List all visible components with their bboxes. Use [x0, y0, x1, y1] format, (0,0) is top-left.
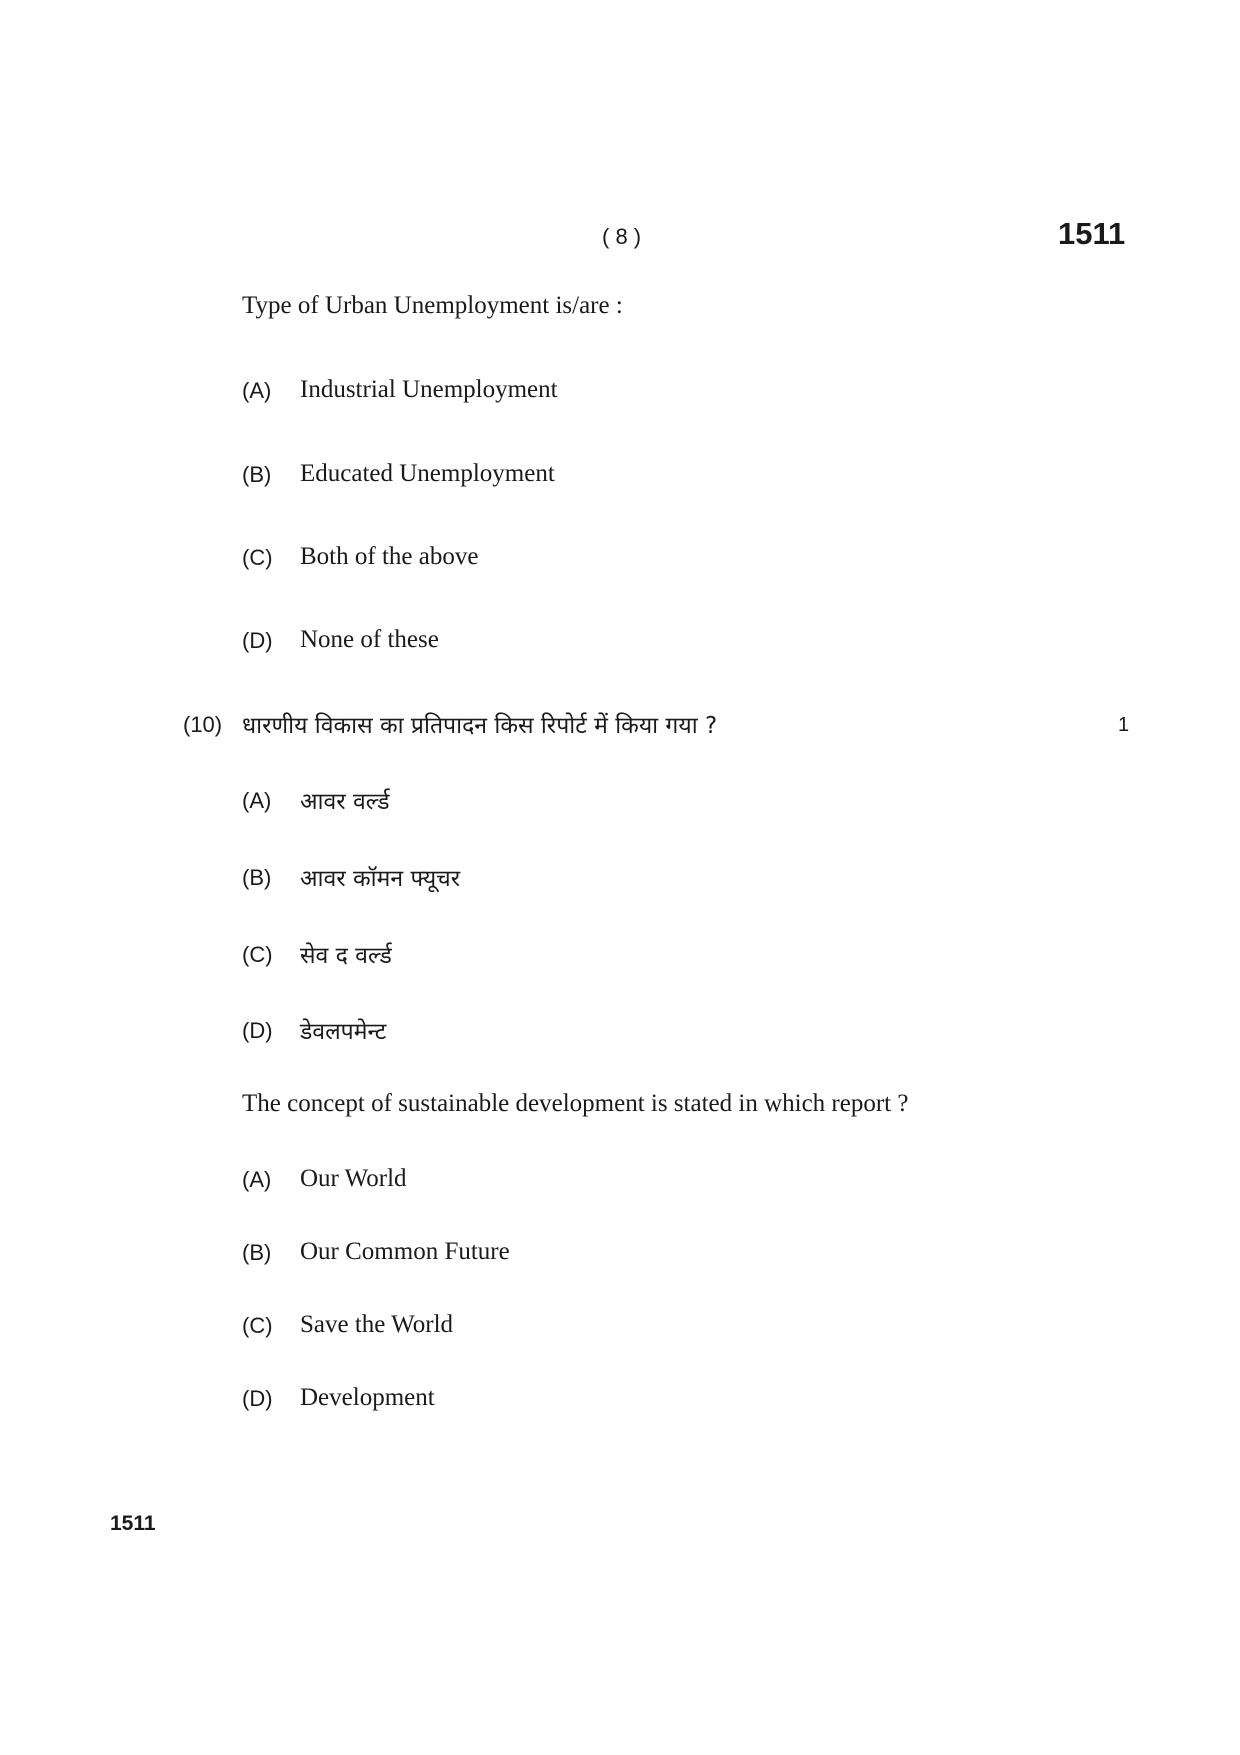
- question-10-text-hi: धारणीय विकास का प्रतिपादन किस रिपोर्ट में किया गया ?: [242, 713, 718, 739]
- option-label: (C): [242, 545, 273, 570]
- option-label: (D): [242, 1018, 273, 1043]
- paper-code-header: 1511: [1058, 216, 1126, 251]
- option-label: (D): [242, 628, 273, 653]
- option-text: Our Common Future: [300, 1238, 510, 1265]
- option-text: Our World: [300, 1165, 407, 1192]
- question-10-marks: 1: [1118, 714, 1130, 736]
- option-label: (B): [242, 865, 272, 890]
- option-label: (A): [242, 788, 272, 813]
- option-text: Save the World: [300, 1311, 454, 1338]
- option-label: (B): [242, 1240, 272, 1265]
- option-text: सेव द वर्ल्ड: [300, 943, 392, 969]
- option-label: (D): [242, 1386, 273, 1411]
- page-number: ( 8 ): [602, 224, 642, 249]
- option-text: डेवलपमेन्ट: [300, 1019, 387, 1045]
- option-label: (A): [242, 378, 272, 403]
- option-text: आवर वर्ल्ड: [300, 789, 390, 815]
- question-10-number: (10): [183, 712, 223, 737]
- option-label: (C): [242, 1313, 273, 1338]
- option-text: Industrial Unemployment: [300, 376, 558, 403]
- option-text: None of these: [300, 626, 439, 653]
- option-label: (A): [242, 1167, 272, 1192]
- question-9-text-en: Type of Urban Unemployment is/are :: [242, 292, 623, 319]
- paper-code-footer: 1511: [110, 1512, 156, 1535]
- option-text: Development: [300, 1384, 435, 1411]
- option-label: (B): [242, 462, 272, 487]
- option-text: Educated Unemployment: [300, 460, 555, 487]
- option-text: Both of the above: [300, 543, 479, 570]
- option-text: आवर कॉमन फ्यूचर: [300, 866, 461, 892]
- option-label: (C): [242, 942, 273, 967]
- question-10-text-en: The concept of sustainable development is stated in which report ?: [242, 1090, 909, 1117]
